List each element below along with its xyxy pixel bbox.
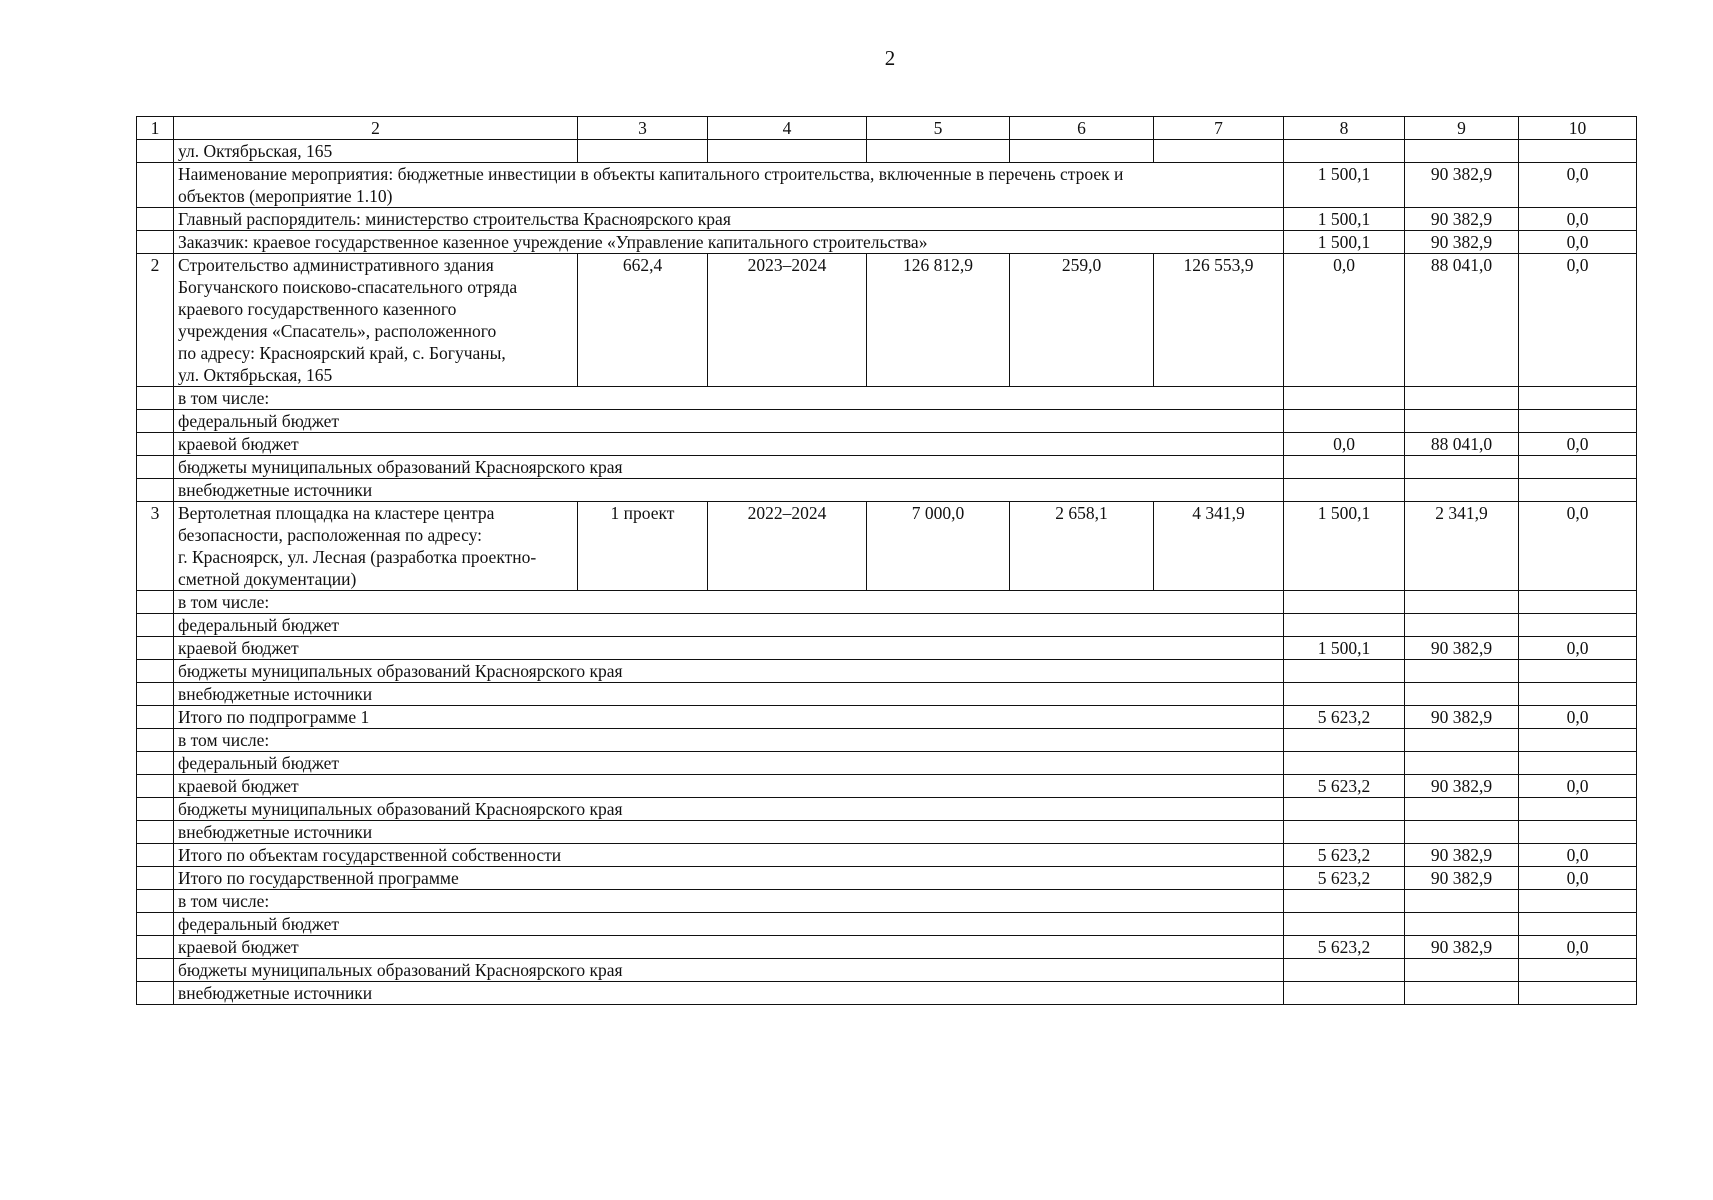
- table-row: [137, 959, 1637, 982]
- table-row: [137, 798, 1637, 821]
- row-number-cell: [137, 867, 174, 890]
- value-cell: [1284, 752, 1405, 775]
- table-row: [137, 867, 1637, 890]
- row-label-cell: Итого по подпрограмме 1: [174, 706, 1284, 729]
- value-cell: [1519, 591, 1637, 614]
- value-cell: 90 382,9: [1405, 637, 1519, 660]
- value-cell: [1154, 140, 1284, 163]
- value-cell: 126 812,9: [867, 254, 1010, 387]
- value-cell: [578, 140, 708, 163]
- row-label-cell: в том числе:: [174, 591, 1284, 614]
- header-cell: 8: [1284, 117, 1405, 140]
- row-label-cell: Наименование мероприятия: бюджетные инвестиции в объекты капитального строительства, включенные в перечень строек и объектов (мероприятие 1.10): [174, 163, 1284, 208]
- header-cell: 3: [578, 117, 708, 140]
- value-cell: 662,4: [578, 254, 708, 387]
- value-cell: 0,0: [1519, 254, 1637, 387]
- value-cell: 1 500,1: [1284, 502, 1405, 591]
- row-label-cell: бюджеты муниципальных образований Красноярского края: [174, 798, 1284, 821]
- value-cell: 90 382,9: [1405, 867, 1519, 890]
- row-label-cell: бюджеты муниципальных образований Красноярского края: [174, 660, 1284, 683]
- value-cell: [1405, 798, 1519, 821]
- value-cell: [1519, 660, 1637, 683]
- table-row: [137, 231, 1637, 254]
- row-number-cell: [137, 433, 174, 456]
- value-cell: 90 382,9: [1405, 844, 1519, 867]
- row-number-cell: [137, 959, 174, 982]
- row-number-cell: [137, 637, 174, 660]
- value-cell: [1519, 729, 1637, 752]
- row-number-cell: [137, 231, 174, 254]
- value-cell: 2 658,1: [1010, 502, 1154, 591]
- table-row: [137, 775, 1637, 798]
- value-cell: [1405, 913, 1519, 936]
- table-row: [137, 410, 1637, 433]
- table-row: [137, 706, 1637, 729]
- value-cell: [1284, 410, 1405, 433]
- row-number-cell: [137, 982, 174, 1005]
- row-label-cell: федеральный бюджет: [174, 752, 1284, 775]
- value-cell: [1284, 140, 1405, 163]
- table-row: [137, 982, 1637, 1005]
- value-cell: [1405, 752, 1519, 775]
- value-cell: [1519, 890, 1637, 913]
- value-cell: [867, 140, 1010, 163]
- value-cell: [1519, 479, 1637, 502]
- row-number-cell: [137, 729, 174, 752]
- value-cell: 259,0: [1010, 254, 1154, 387]
- row-label-cell: Итого по государственной программе: [174, 867, 1284, 890]
- value-cell: [1405, 890, 1519, 913]
- value-cell: [1284, 479, 1405, 502]
- header-cell: 4: [708, 117, 867, 140]
- table-row: [137, 844, 1637, 867]
- table-row: [137, 502, 1637, 591]
- value-cell: 90 382,9: [1405, 775, 1519, 798]
- row-number-cell: 2: [137, 254, 174, 387]
- value-cell: 0,0: [1519, 502, 1637, 591]
- table-row: [137, 591, 1637, 614]
- row-number-cell: [137, 410, 174, 433]
- value-cell: 5 623,2: [1284, 936, 1405, 959]
- value-cell: 88 041,0: [1405, 254, 1519, 387]
- row-number-cell: 3: [137, 502, 174, 591]
- row-label-cell: внебюджетные источники: [174, 683, 1284, 706]
- row-label-cell: бюджеты муниципальных образований Красноярского края: [174, 959, 1284, 982]
- value-cell: 0,0: [1519, 775, 1637, 798]
- row-label-cell: краевой бюджет: [174, 637, 1284, 660]
- value-cell: 2023–2024: [708, 254, 867, 387]
- value-cell: [1284, 683, 1405, 706]
- row-number-cell: [137, 844, 174, 867]
- header-cell: 2: [174, 117, 578, 140]
- value-cell: [1284, 729, 1405, 752]
- header-cell: 1: [137, 117, 174, 140]
- value-cell: [1405, 821, 1519, 844]
- value-cell: 88 041,0: [1405, 433, 1519, 456]
- value-cell: [1519, 752, 1637, 775]
- value-cell: [1405, 614, 1519, 637]
- value-cell: [1284, 821, 1405, 844]
- row-label-cell: в том числе:: [174, 890, 1284, 913]
- value-cell: [1519, 683, 1637, 706]
- value-cell: 1 500,1: [1284, 231, 1405, 254]
- value-cell: 90 382,9: [1405, 163, 1519, 208]
- table-row: [137, 683, 1637, 706]
- value-cell: 0,0: [1519, 706, 1637, 729]
- object-name-cell: ул. Октябрьская, 165: [174, 140, 578, 163]
- value-cell: 90 382,9: [1405, 208, 1519, 231]
- value-cell: [1519, 959, 1637, 982]
- value-cell: 0,0: [1519, 936, 1637, 959]
- row-label-cell: Итого по объектам государственной собственности: [174, 844, 1284, 867]
- value-cell: 2022–2024: [708, 502, 867, 591]
- value-cell: 2 341,9: [1405, 502, 1519, 591]
- value-cell: [1284, 890, 1405, 913]
- row-label-cell: внебюджетные источники: [174, 982, 1284, 1005]
- value-cell: 5 623,2: [1284, 844, 1405, 867]
- row-label-cell: Заказчик: краевое государственное казенное учреждение «Управление капитального строительства»: [174, 231, 1284, 254]
- value-cell: [1405, 410, 1519, 433]
- value-cell: [1284, 591, 1405, 614]
- object-name-cell: Строительство административного здания Богучанского поисково-спасательного отряда краевого государственного казенного учреждения «Спасатель», расположенного по адресу: Красноярский край, с. Богучаны, ул. Октябрьская, 165: [174, 254, 578, 387]
- table-row: [137, 479, 1637, 502]
- value-cell: 126 553,9: [1154, 254, 1284, 387]
- row-number-cell: [137, 614, 174, 637]
- row-label-cell: краевой бюджет: [174, 775, 1284, 798]
- table-row: [137, 456, 1637, 479]
- value-cell: 5 623,2: [1284, 867, 1405, 890]
- row-label-cell: бюджеты муниципальных образований Красноярского края: [174, 456, 1284, 479]
- value-cell: [1519, 798, 1637, 821]
- table-row: [137, 208, 1637, 231]
- value-cell: [1519, 140, 1637, 163]
- value-cell: 4 341,9: [1154, 502, 1284, 591]
- value-cell: [1284, 660, 1405, 683]
- value-cell: [1519, 913, 1637, 936]
- table-row: [137, 163, 1637, 208]
- row-number-cell: [137, 479, 174, 502]
- value-cell: [1284, 798, 1405, 821]
- value-cell: 7 000,0: [867, 502, 1010, 591]
- value-cell: [1010, 140, 1154, 163]
- value-cell: [708, 140, 867, 163]
- value-cell: 1 проект: [578, 502, 708, 591]
- header-row: [137, 117, 1637, 140]
- value-cell: [1405, 591, 1519, 614]
- value-cell: [1284, 913, 1405, 936]
- value-cell: 0,0: [1519, 231, 1637, 254]
- row-number-cell: [137, 821, 174, 844]
- table-row: [137, 433, 1637, 456]
- row-number-cell: [137, 683, 174, 706]
- row-number-cell: [137, 456, 174, 479]
- header-cell: 5: [867, 117, 1010, 140]
- row-label-cell: краевой бюджет: [174, 433, 1284, 456]
- table-row: [137, 614, 1637, 637]
- value-cell: 0,0: [1519, 844, 1637, 867]
- value-cell: [1284, 614, 1405, 637]
- value-cell: [1519, 410, 1637, 433]
- investment-table: [136, 116, 1637, 1005]
- row-label-cell: в том числе:: [174, 729, 1284, 752]
- value-cell: [1519, 614, 1637, 637]
- value-cell: 5 623,2: [1284, 775, 1405, 798]
- row-number-cell: [137, 890, 174, 913]
- table-row: [137, 254, 1637, 387]
- header-cell: 9: [1405, 117, 1519, 140]
- header-cell: 10: [1519, 117, 1637, 140]
- value-cell: [1519, 982, 1637, 1005]
- value-cell: [1284, 959, 1405, 982]
- value-cell: [1284, 387, 1405, 410]
- row-number-cell: [137, 752, 174, 775]
- row-number-cell: [137, 798, 174, 821]
- row-number-cell: [137, 387, 174, 410]
- row-number-cell: [137, 591, 174, 614]
- row-label-cell: краевой бюджет: [174, 936, 1284, 959]
- value-cell: [1519, 456, 1637, 479]
- row-label-cell: федеральный бюджет: [174, 614, 1284, 637]
- value-cell: [1405, 660, 1519, 683]
- page-number: 2: [884, 46, 896, 70]
- table-row: [137, 936, 1637, 959]
- row-number-cell: [137, 163, 174, 208]
- value-cell: [1519, 387, 1637, 410]
- row-label-cell: Главный распорядитель: министерство строительства Красноярского края: [174, 208, 1284, 231]
- value-cell: 1 500,1: [1284, 163, 1405, 208]
- header-cell: 6: [1010, 117, 1154, 140]
- value-cell: [1405, 387, 1519, 410]
- value-cell: 1 500,1: [1284, 637, 1405, 660]
- value-cell: [1405, 683, 1519, 706]
- row-number-cell: [137, 706, 174, 729]
- value-cell: 0,0: [1519, 208, 1637, 231]
- value-cell: [1405, 456, 1519, 479]
- value-cell: [1405, 479, 1519, 502]
- table-row: [137, 140, 1637, 163]
- value-cell: 0,0: [1519, 433, 1637, 456]
- row-number-cell: [137, 208, 174, 231]
- value-cell: 0,0: [1519, 637, 1637, 660]
- value-cell: 90 382,9: [1405, 231, 1519, 254]
- value-cell: [1284, 456, 1405, 479]
- row-label-cell: федеральный бюджет: [174, 913, 1284, 936]
- value-cell: 0,0: [1284, 254, 1405, 387]
- value-cell: [1519, 821, 1637, 844]
- value-cell: 5 623,2: [1284, 706, 1405, 729]
- row-number-cell: [137, 775, 174, 798]
- table-row: [137, 387, 1637, 410]
- header-cell: 7: [1154, 117, 1284, 140]
- value-cell: 0,0: [1519, 163, 1637, 208]
- table-row: [137, 821, 1637, 844]
- value-cell: 0,0: [1519, 867, 1637, 890]
- value-cell: 90 382,9: [1405, 706, 1519, 729]
- row-number-cell: [137, 913, 174, 936]
- row-number-cell: [137, 660, 174, 683]
- table-row: [137, 729, 1637, 752]
- row-label-cell: внебюджетные источники: [174, 821, 1284, 844]
- value-cell: 0,0: [1284, 433, 1405, 456]
- table-row: [137, 890, 1637, 913]
- row-number-cell: [137, 936, 174, 959]
- table-row: [137, 913, 1637, 936]
- row-number-cell: [137, 140, 174, 163]
- row-label-cell: федеральный бюджет: [174, 410, 1284, 433]
- value-cell: [1284, 982, 1405, 1005]
- value-cell: [1405, 729, 1519, 752]
- object-name-cell: Вертолетная площадка на кластере центра безопасности, расположенная по адресу: г. Красноярск, ул. Лесная (разработка проектно- сметной документации): [174, 502, 578, 591]
- value-cell: [1405, 140, 1519, 163]
- table-row: [137, 637, 1637, 660]
- table-row: [137, 660, 1637, 683]
- value-cell: [1405, 982, 1519, 1005]
- value-cell: 1 500,1: [1284, 208, 1405, 231]
- row-label-cell: внебюджетные источники: [174, 479, 1284, 502]
- row-label-cell: в том числе:: [174, 387, 1284, 410]
- value-cell: [1405, 959, 1519, 982]
- value-cell: 90 382,9: [1405, 936, 1519, 959]
- table-row: [137, 752, 1637, 775]
